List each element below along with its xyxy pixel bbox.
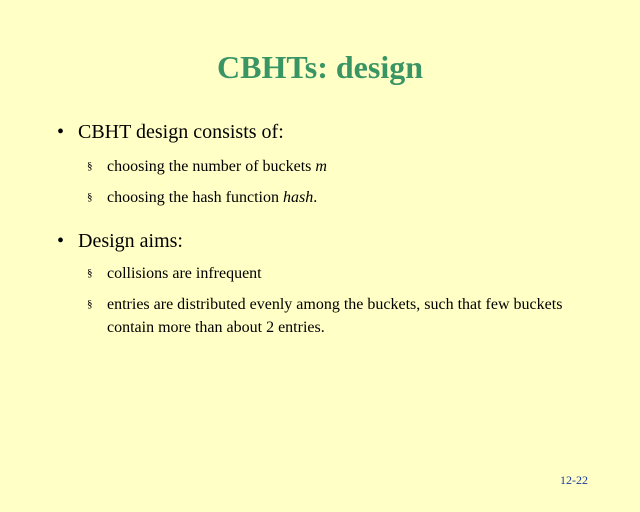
slide-title: CBHTs: design	[217, 49, 423, 85]
sub-bullet-text-italic: m	[315, 158, 327, 175]
sub-bullet-marker: §	[87, 191, 93, 203]
sub-bullet-item	[87, 155, 567, 178]
sub-bullet-marker: §	[87, 298, 93, 310]
bullet-item	[57, 229, 183, 253]
sub-bullet-text-suffix: .	[313, 189, 318, 206]
sub-bullet-text	[107, 186, 567, 209]
page-number: 12-22	[560, 473, 588, 487]
sub-bullet-item	[87, 293, 567, 339]
sub-bullet-marker: §	[87, 267, 93, 279]
sub-bullet-text: entries are distributed evenly among the buckets, such that few buckets contain more than about 2 entries.	[107, 296, 563, 336]
sub-bullet-text-italic: hash	[282, 189, 314, 206]
sub-bullet-text-plain: choosing the number of buckets	[107, 158, 316, 175]
bullet-marker: •	[57, 230, 65, 252]
bullet-marker: •	[57, 121, 65, 143]
sub-bullet-item	[87, 186, 567, 209]
bullet-text: CBHT design consists of:	[78, 121, 284, 143]
sub-bullet-item	[87, 262, 567, 285]
sub-bullet-text-plain: choosing the hash function	[107, 189, 283, 206]
sub-bullet-text: collisions are infrequent	[107, 265, 262, 282]
bullet-text: Design aims:	[78, 230, 183, 252]
bullet-item	[57, 120, 284, 144]
sub-bullet-marker: §	[87, 160, 93, 172]
sub-bullet-text	[107, 155, 567, 178]
